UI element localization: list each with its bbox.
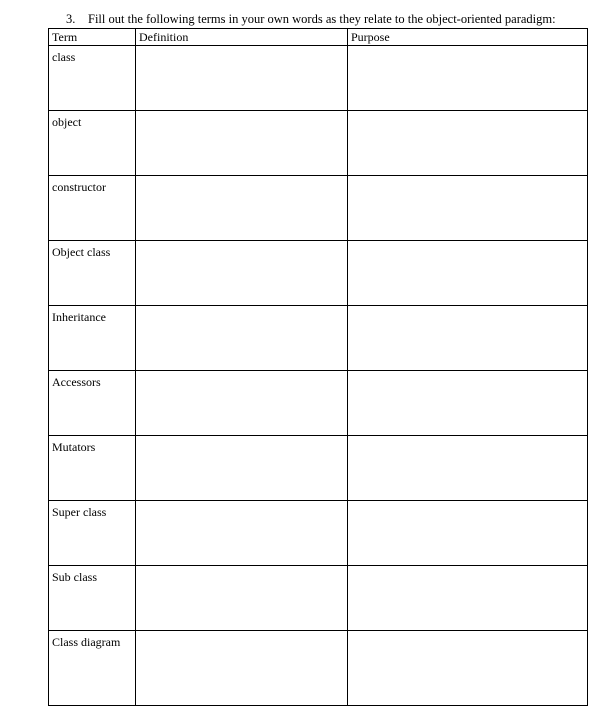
table-row <box>49 241 588 306</box>
table-row <box>49 501 588 566</box>
question-prompt <box>66 11 556 27</box>
term-cell: Inheritance <box>49 306 136 371</box>
definition-cell[interactable] <box>136 176 348 241</box>
definition-cell[interactable] <box>136 436 348 501</box>
purpose-cell[interactable] <box>348 176 588 241</box>
purpose-cell[interactable] <box>348 566 588 631</box>
purpose-cell[interactable] <box>348 371 588 436</box>
table-row <box>49 371 588 436</box>
table-row <box>49 436 588 501</box>
terms-table <box>48 28 588 706</box>
term-cell: Super class <box>49 501 136 566</box>
header-definition: Definition <box>136 29 348 46</box>
definition-cell[interactable] <box>136 371 348 436</box>
header-term: Term <box>49 29 136 46</box>
table-row <box>49 631 588 706</box>
definition-cell[interactable] <box>136 566 348 631</box>
definition-cell[interactable] <box>136 306 348 371</box>
question-number: 3. <box>66 12 76 26</box>
table-header-row <box>49 29 588 46</box>
term-cell: Object class <box>49 241 136 306</box>
definition-cell[interactable] <box>136 241 348 306</box>
term-cell: Accessors <box>49 371 136 436</box>
definition-cell[interactable] <box>136 46 348 111</box>
table-row <box>49 306 588 371</box>
term-cell: class <box>49 46 136 111</box>
table-row <box>49 46 588 111</box>
term-cell: Sub class <box>49 566 136 631</box>
table-row <box>49 176 588 241</box>
table-row <box>49 566 588 631</box>
definition-cell[interactable] <box>136 111 348 176</box>
purpose-cell[interactable] <box>348 111 588 176</box>
term-cell: Class diagram <box>49 631 136 706</box>
purpose-cell[interactable] <box>348 436 588 501</box>
purpose-cell[interactable] <box>348 241 588 306</box>
term-cell: constructor <box>49 176 136 241</box>
purpose-cell[interactable] <box>348 631 588 706</box>
header-purpose: Purpose <box>348 29 588 46</box>
term-cell: object <box>49 111 136 176</box>
purpose-cell[interactable] <box>348 306 588 371</box>
term-cell: Mutators <box>49 436 136 501</box>
definition-cell[interactable] <box>136 631 348 706</box>
purpose-cell[interactable] <box>348 46 588 111</box>
table-row <box>49 111 588 176</box>
purpose-cell[interactable] <box>348 501 588 566</box>
question-text: Fill out the following terms in your own words as they relate to the object-oriented paradigm: <box>88 12 556 26</box>
definition-cell[interactable] <box>136 501 348 566</box>
